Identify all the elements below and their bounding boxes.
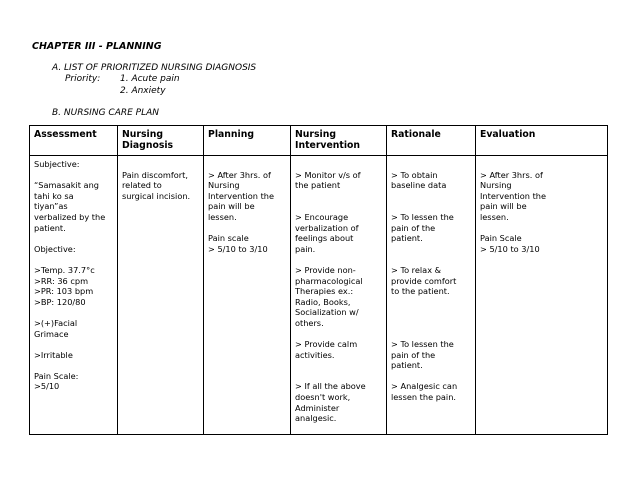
- section-a-heading: A. LIST OF PRIORITIZED NURSING DIAGNOSIS: [52, 63, 257, 73]
- diagnosis-cell: [118, 156, 204, 435]
- subjective-label: Subjective:: [34, 159, 80, 169]
- rationale-item: > To obtain baseline data: [391, 169, 447, 191]
- table-row: [30, 156, 608, 435]
- assessment-pain-scale: Pain Scale: >5/10: [34, 370, 79, 392]
- intervention-item: > If all the above doesn't work, Administer analgesic.: [295, 381, 366, 424]
- header-evaluation: Evaluation: [476, 126, 608, 156]
- vital-signs: >Temp. 37.7°c >RR: 36 cpm >PR: 103 bpm >BP: 120/80: [34, 264, 95, 307]
- diagnosis-text: Pain discomfort, related to surgical incision.: [122, 169, 191, 201]
- chapter-title: CHAPTER III - PLANNING: [32, 41, 162, 52]
- priority-item-1: 1. Acute pain: [120, 74, 180, 84]
- section-b-heading: B. NURSING CARE PLAN: [52, 108, 159, 118]
- nursing-care-plan-table: [29, 125, 608, 435]
- priority-label: Priority:: [65, 74, 101, 84]
- planning-cell: [204, 156, 291, 435]
- intervention-item: > Provide non- pharmacological Therapies ex.: Radio, Books, Socialization w/ others.: [295, 264, 363, 328]
- rationale-item: > Analgesic can lessen the pain.: [391, 381, 458, 403]
- subjective-quote: “Samasakit ang tahi ko sa tiyan”as verbalized by the patient.: [34, 180, 106, 233]
- intervention-cell: [291, 156, 387, 435]
- rationale-item: > To relax & provide comfort to the patient.: [391, 264, 457, 297]
- assessment-cell: [30, 156, 118, 435]
- header-assessment: Assessment: [30, 126, 118, 156]
- rationale-item: > To lessen the pain of the patient.: [391, 339, 454, 371]
- irritable-note: >Irritable: [34, 349, 73, 360]
- header-planning: Planning: [204, 126, 291, 156]
- priority-line: [65, 74, 180, 84]
- evaluation-pain-scale: Pain Scale > 5/10 to 3/10: [480, 233, 540, 254]
- evaluation-cell: [476, 156, 608, 435]
- evaluation-goal: > After 3hrs. of Nursing Intervention the pain will be lessen.: [480, 169, 547, 222]
- header-nursing-diagnosis: Nursing Diagnosis: [118, 126, 204, 156]
- header-nursing-intervention: Nursing Intervention: [291, 126, 387, 156]
- planning-pain-scale: Pain scale > 5/10 to 3/10: [208, 233, 268, 254]
- table-header-row: [30, 126, 608, 156]
- intervention-item: > Provide calm activities.: [295, 339, 358, 360]
- rationale-cell: [387, 156, 476, 435]
- planning-goal: > After 3hrs. of Nursing Intervention the pain will be lessen.: [208, 169, 275, 222]
- objective-label: Objective:: [34, 243, 76, 254]
- rationale-item: > To lessen the pain of the patient.: [391, 211, 454, 244]
- intervention-item: > Monitor v/s of the patient: [295, 169, 361, 191]
- header-rationale: Rationale: [387, 126, 476, 156]
- intervention-item: > Encourage verbalization of feelings about pain.: [295, 211, 359, 254]
- facial-grimace: >(+)Facial Grimace: [34, 317, 78, 339]
- priority-item-2: 2. Anxiety: [120, 86, 166, 96]
